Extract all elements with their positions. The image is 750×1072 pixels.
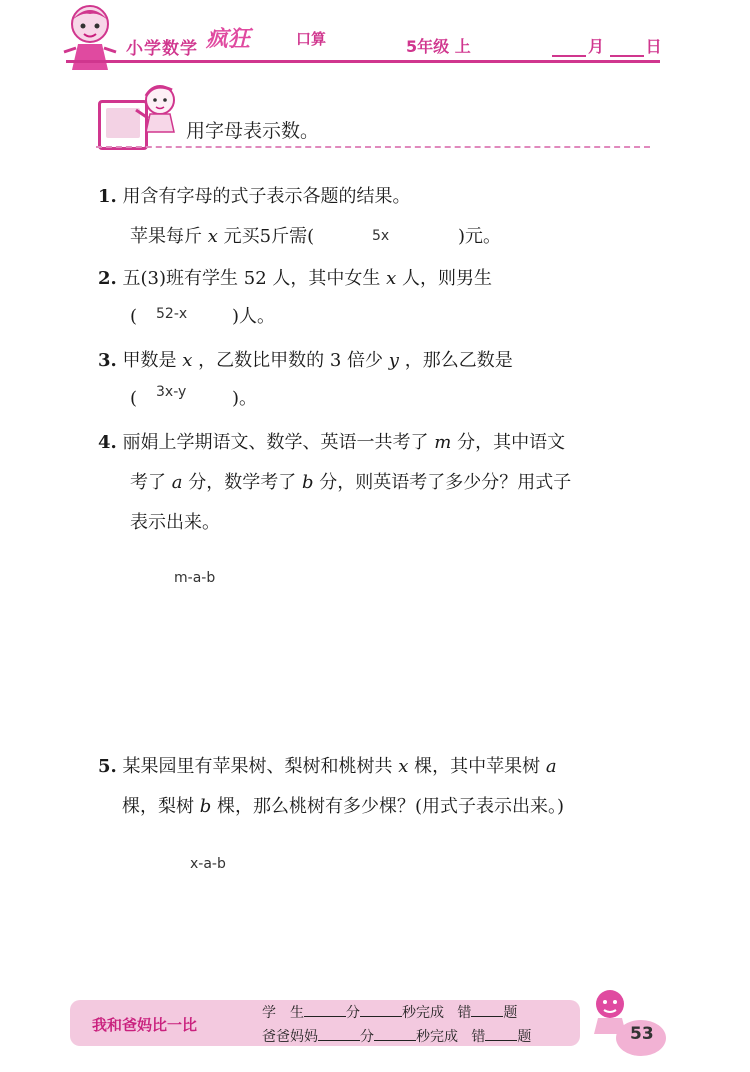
minutes-blank[interactable]	[318, 1028, 360, 1041]
page-number: 53	[630, 1024, 654, 1044]
question-text: )。	[232, 388, 258, 409]
date-fields	[552, 34, 662, 57]
variable: y	[388, 350, 399, 371]
question-number: 5.	[98, 756, 117, 777]
variable: x	[386, 268, 397, 289]
questions-label: 题	[503, 1005, 518, 1021]
question-text: 棵，其中苹果树	[414, 756, 541, 777]
day-blank[interactable]	[610, 39, 644, 57]
grade-label: 5年级 上	[406, 37, 471, 56]
question-number: 1.	[98, 186, 117, 207]
answer-field[interactable]: m-a-b	[174, 570, 216, 586]
variable: a	[545, 756, 557, 777]
series-subtitle-2: 口算	[296, 30, 327, 48]
mascot-girl-icon	[58, 2, 122, 74]
question-text: 甲数是	[122, 350, 177, 371]
student-score-row	[262, 1002, 517, 1022]
series-subtitle: 疯狂	[206, 27, 251, 52]
question-5-line-2	[122, 798, 564, 816]
question-text: 考了	[130, 472, 166, 493]
question-text: 棵，那么桃树有多少棵？(用式子表示出来。)	[217, 796, 565, 817]
minutes-label: 分	[360, 1029, 374, 1045]
row-who: 爸爸妈妈	[262, 1029, 318, 1045]
wrong-blank[interactable]	[485, 1028, 517, 1041]
topic-title: 用字母表示数。	[186, 120, 320, 142]
question-text: 苹果每斤	[130, 226, 202, 247]
parent-score-row	[262, 1026, 531, 1046]
question-text: 表示出来。	[130, 512, 220, 533]
variable: x	[182, 350, 193, 371]
question-text: 五(3)班有学生 52 人，其中女生	[122, 268, 381, 289]
question-text: 某果园里有苹果树、梨树和桃树共	[122, 756, 393, 777]
question-4	[98, 434, 565, 452]
row-who: 学 生	[262, 1005, 304, 1021]
question-2	[98, 270, 492, 288]
question-text: )人。	[232, 306, 276, 327]
question-text: ，那么乙数是	[404, 350, 513, 371]
page-header	[0, 0, 750, 110]
month-label: 月	[588, 37, 605, 56]
minutes-blank[interactable]	[304, 1004, 346, 1017]
question-text: )元。	[458, 226, 502, 247]
variable: x	[207, 226, 218, 247]
question-5	[98, 758, 557, 776]
questions-label: 题	[517, 1029, 532, 1045]
wrong-blank[interactable]	[471, 1004, 503, 1017]
question-3	[98, 352, 513, 370]
question-text: 丽娟上学期语文、数学、英语一共考了	[122, 432, 429, 453]
answer-field[interactable]: 52-x	[156, 306, 188, 322]
header-divider	[66, 60, 660, 63]
variable: x	[398, 756, 409, 777]
question-1-line-2	[130, 228, 314, 246]
question-text: 元买5斤需(	[223, 226, 315, 247]
answer-field[interactable]: 5x	[372, 228, 390, 244]
question-1	[98, 188, 411, 206]
question-number: 4.	[98, 432, 117, 453]
question-text: 分，数学考了	[188, 472, 297, 493]
variable: b	[199, 796, 212, 817]
seconds-blank[interactable]	[360, 1004, 402, 1017]
topic-divider	[96, 146, 650, 148]
variable: a	[171, 472, 183, 493]
question-text: 人，则男生	[402, 268, 492, 289]
question-text: 棵，梨树	[122, 796, 194, 817]
seconds-label: 秒完成	[402, 1005, 444, 1021]
variable: b	[301, 472, 314, 493]
question-text: (	[130, 388, 138, 409]
wrong-label: 错	[457, 1005, 472, 1021]
seconds-label: 秒完成	[416, 1029, 458, 1045]
question-number: 3.	[98, 350, 117, 371]
question-text: 用含有字母的式子表示各题的结果。	[122, 186, 411, 207]
kid-pointer-icon	[134, 80, 180, 134]
question-text: 分，其中语文	[457, 432, 566, 453]
footer-label: 我和爸妈比一比	[92, 1016, 198, 1034]
question-text: ，乙数比甲数的 3 倍少	[198, 350, 384, 371]
wrong-label: 错	[471, 1029, 486, 1045]
minutes-label: 分	[346, 1005, 360, 1021]
answer-field[interactable]: 3x-y	[156, 384, 187, 400]
question-text: (	[130, 306, 138, 327]
answer-field[interactable]: x-a-b	[190, 856, 226, 872]
seconds-blank[interactable]	[374, 1028, 416, 1041]
question-text: 分，则英语考了多少分？用式子	[319, 472, 572, 493]
month-blank[interactable]	[552, 39, 586, 57]
variable: m	[434, 432, 452, 453]
day-label: 日	[645, 37, 662, 56]
question-4-line-2	[130, 474, 571, 492]
question-number: 2.	[98, 268, 117, 289]
series-title: 小学数学	[126, 39, 198, 59]
